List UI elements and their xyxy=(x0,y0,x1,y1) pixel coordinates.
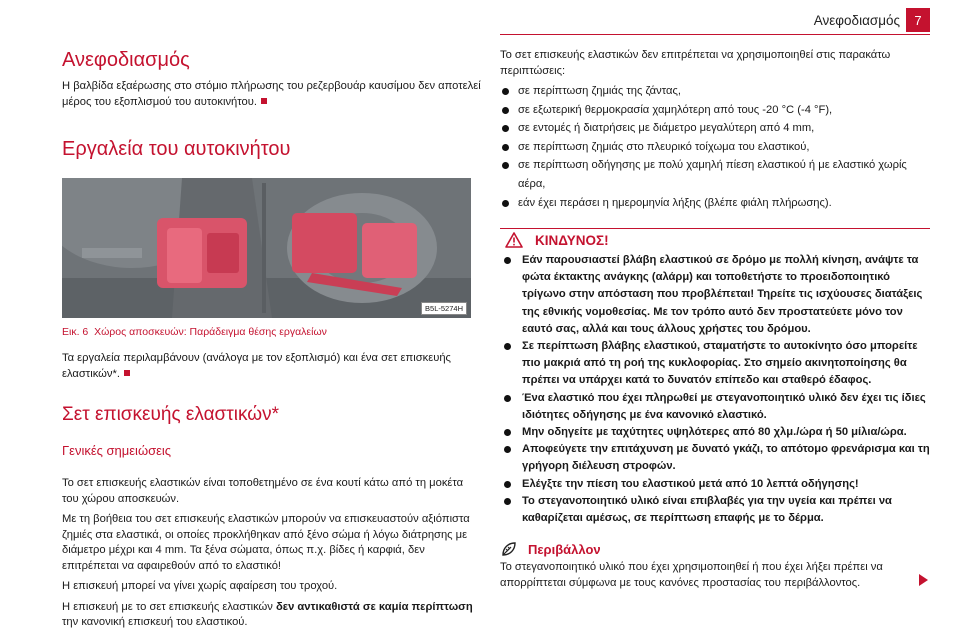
general-notes-heading: Γενικές σημειώσεις xyxy=(62,443,172,458)
restrictions-block xyxy=(500,48,930,212)
list-item: Σε περίπτωση βλάβης ελαστικού, σταματήστε το αυτοκίνητο όσο μπορείτε πιο μακριά από τη ροή της κυκλοφορίας. Στο σημείο ακινητοποίησης θα πρέπει να υπάρχει κατά το δυνατόν επίπεδο και σταθερό έδαφος. xyxy=(510,338,930,390)
paragraph-3: Η επισκευή μπορεί να γίνει χωρίς αφαίρεση του τροχού. xyxy=(62,580,338,592)
list-item: σε εξωτερική θερμοκρασία χαμηλότερη από τους -20 °C (-4 °F), xyxy=(500,101,930,120)
kit-paragraphs xyxy=(62,476,482,631)
warning-header xyxy=(505,232,609,248)
paragraph-4-bold: δεν αντικαθιστά σε καμία περίπτωση xyxy=(275,600,473,613)
tools-text xyxy=(62,351,482,382)
refuel-text xyxy=(62,79,482,110)
list-item: σε περίπτωση οδήγησης με πολύ χαμηλή πίεση ελαστικού ή με ελαστικό χωρίς αέρα, xyxy=(500,156,930,193)
list-item: Ένα ελαστικό που έχει πληρωθεί με στεγανοποιητικό υλικό δεν έχει τις ίδιες ιδιότητες οδήγησης με ένα κανονικό ελαστικό. xyxy=(510,390,930,424)
warning-block xyxy=(510,252,930,527)
end-marker-icon xyxy=(124,370,130,376)
running-header-title: Ανεφοδιασμός xyxy=(813,13,900,28)
tools-text-block xyxy=(62,351,482,382)
paragraph-1: Το σετ επισκευής ελαστικών είναι τοποθετημένο σε ένα κουτί κάτω από τη μοκέτα του χώρου αποσκευών. xyxy=(62,477,464,505)
list-item: σε εντομές ή διατρήσεις με διάμετρο μεγαλύτερη από 4 mm, xyxy=(500,119,930,138)
environment-icon xyxy=(500,540,518,558)
list-item: σε περίπτωση ζημιάς στο πλευρικό τοίχωμα του ελαστικού, xyxy=(500,138,930,157)
warning-triangle-icon xyxy=(505,232,523,248)
restrictions-intro: Το σετ επισκευής ελαστικών δεν επιτρέπεται να χρησιμοποιηθεί στις παρακάτω περιπτώσεις: xyxy=(500,49,891,77)
environment-header xyxy=(500,540,601,558)
figure-caption-label: Εικ. 6 xyxy=(62,326,89,338)
compressor xyxy=(362,223,417,278)
list-item: Μην οδηγείτε με ταχύτητες υψηλότερες από 80 χλμ./ώρα ή 50 μίλια/ώρα. xyxy=(510,424,930,441)
paragraph-4-suffix: την κανονική επισκευή του ελαστικού. xyxy=(62,616,248,628)
repair-kit-box xyxy=(292,213,357,273)
refuel-heading: Ανεφοδιασμός xyxy=(62,49,190,71)
warning-divider xyxy=(500,228,930,229)
refuel-section xyxy=(62,48,482,110)
refuel-text-body: Η βαλβίδα εξαέρωσης στο στόμιο πλήρωσης του ρεζερβουάρ καυσίμου δεν αποτελεί μέρος του εξοπλισμού του αυτοκινήτου. xyxy=(62,80,481,108)
figure-caption-text: Χώρος αποσκευών: Παράδειγμα θέσης εργαλείων xyxy=(94,326,327,338)
trunk-illustration xyxy=(62,178,471,318)
list-item: Εάν παρουσιαστεί βλάβη ελαστικού σε δρόμο με πολλή κίνηση, ανάψτε τα φώτα έκτακτης ανάγκης (αλάρμ) και τοποθετήστε το προειδοποιητικό τρίγωνο στην απόσταση που προβλέπεται! Τηρείτε τις ισχύουσες διατάξεις της εθνικής νομοθεσίας. Με τον τρόπο αυτό δεν προστατεύετε μόνο τον εαυτό σας, αλλά και τους άλλους χρήστες του δρόμου. xyxy=(510,252,930,338)
header-divider xyxy=(500,34,930,35)
warning-title: ΚΙΝΔΥΝΟΣ! xyxy=(535,232,609,248)
tools-heading: Εργαλεία του αυτοκινήτου xyxy=(62,138,291,160)
warning-list xyxy=(510,252,930,527)
kit-section xyxy=(62,403,482,458)
environment-block xyxy=(500,560,910,591)
trunk-tools-figure xyxy=(62,178,471,318)
next-page-arrow-icon xyxy=(919,574,928,586)
list-item: Το στεγανοποιητικό υλικό είναι επιβλαβές για την υγεία και πρέπει να καθαρίζεται αμέσως, σε περίπτωση επαφής με το δέρμα. xyxy=(510,493,930,527)
figure-code: B5L-5274H xyxy=(421,302,467,315)
environment-text: Το στεγανοποιητικό υλικό που έχει χρησιμοποιηθεί ή που έχει λήξει πρέπει να απορρίπτεται σύμφωνα με τους κανόνες προστασίας του περιβάλλοντος. xyxy=(500,561,883,589)
list-item: εάν έχει περάσει η ημερομηνία λήξης (βλέπε φιάλη πλήρωσης). xyxy=(500,194,930,213)
page-number: 7 xyxy=(906,8,930,32)
list-item: σε περίπτωση ζημιάς της ζάντας, xyxy=(500,82,930,101)
figure-caption xyxy=(62,325,482,341)
paragraph-4 xyxy=(62,600,482,631)
paragraph-2: Με τη βοήθεια του σετ επισκευής ελαστικών μπορούν να επισκευαστούν αξιόπιστα ζημιές στα ελαστικά, οι οποίες προκλήθηκαν από ξένο σώμα ή λόγω διάτρησης με διάμετρο μέχρι και 4 mm. Τα ξένα σώματα, όπως π.χ. βίδες ή καρφιά, δεν επιτρέπεται να αφαιρεθούν από το ελαστικό! xyxy=(62,513,470,572)
environment-title: Περιβάλλον xyxy=(528,541,601,557)
tools-section-heading-wrap xyxy=(62,137,482,161)
list-item: Αποφεύγετε την επιτάχυνση με δυνατό γκάζι, το απότομο φρενάρισμα και τη γρήγορη διέλευση στροφών. xyxy=(510,441,930,475)
tools-text-body: Τα εργαλεία περιλαμβάνουν (ανάλογα με τον εξοπλισμό) και ένα σετ επισκευής ελαστικών*. xyxy=(62,352,451,380)
kit-heading: Σετ επισκευής ελαστικών* xyxy=(62,404,280,425)
paragraph-4-prefix: Η επισκευή με το σετ επισκευής ελαστικών xyxy=(62,600,276,613)
restrictions-list xyxy=(500,82,930,212)
list-item: Ελέγξτε την πίεση του ελαστικού μετά από 10 λεπτά οδήγησης! xyxy=(510,476,930,493)
end-marker-icon xyxy=(261,98,267,104)
